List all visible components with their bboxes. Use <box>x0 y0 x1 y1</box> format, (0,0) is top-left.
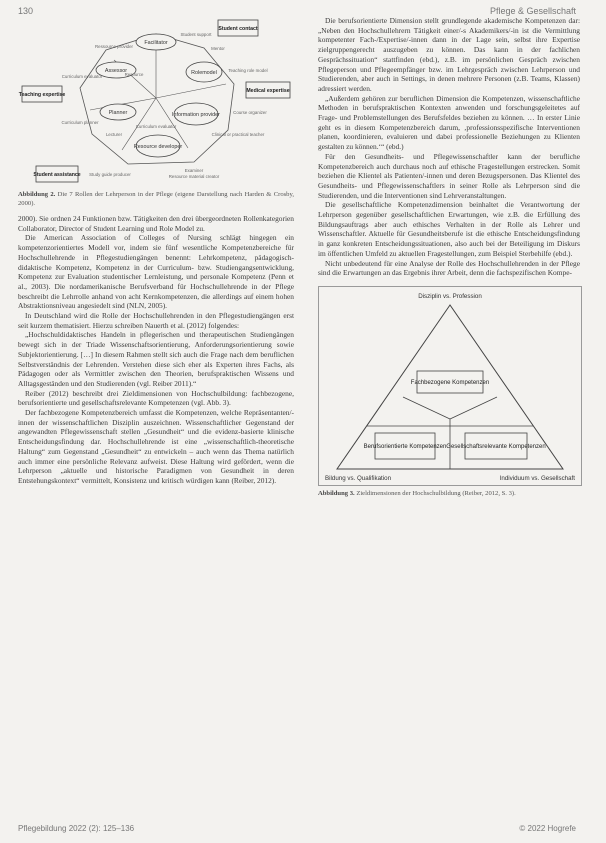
paragraph: Die berufsorientierte Dimension stellt grundlegende akademische Kompetenzen dar: „Neben den Hochschullehrern Tätigkeit einer/-s Akademikers/-in ist die Vermittlung kompetenter Fach-/Expertise/-innen dann in der Lage sein, selbst ihre Expertise zielgruppengerecht auszugeben zu können. Das kann in der fachlichen Gesprächssituation“ stattfinden (ebd.), z.B. im persönlichen Gespräch zwischen Pflegeperson und Pflegeempfänger bzw. im Lehrgespräch zwischen Lehrperson und Studierenden, aber auch in Settings, in denen mehrere Personen (z.B. Teams, Klassen) adressiert werden. <box>318 16 580 93</box>
figure1-caption <box>18 190 294 208</box>
paragraph: 2000). Sie ordnen 24 Funktionen bzw. Tätigkeiten den drei übergeordneten Rollenkategorien Collaborator, Director of Student Learning und Role Model zu. <box>18 214 294 233</box>
footer-journal: Pflegebildung 2022 (2): 125–136 <box>18 824 135 833</box>
figure1-caption-label: Abbildung 2. <box>18 191 56 198</box>
box-berufsorientiert: Berufsorientierte Kompetenzen <box>363 443 447 450</box>
box-gesellschaftsrelevant: Gesellschaftsrelevante Kompetenzen <box>446 443 546 450</box>
box-teaching-expertise: Teaching expertise <box>18 92 66 98</box>
edge-label: Mentor <box>211 46 225 51</box>
footer-copyright: © 2022 Hogrefe <box>519 824 576 833</box>
edge-label: Course organizer <box>233 110 267 115</box>
paragraph: Der fachbezogene Kompetenzbereich umfasst die Kompetenzen, welche Repräsentanten/-innen der wissenschaftlichen Disziplin auszeichnen. Wissenschaftlicher Gegenstand der angewandten Pflegewissenschaft stellen „Gesundheit“ und die evidenz-basierte klinische Entscheidungsfindung dar. Hochschullehrende ist eine „wissenschaftlich-theoretische Haltung“ zum Gegenstand „Gesundheit“ zu entwickeln – auch wenn das Thema natürlich auch immer eine persönliche Relevanz aufweist. Diese Haltung wird gefördert, wenn die Lehrperson „aktuelle und historische Paradigmen von Gesundheit in deren Entstehungskontext“ vermittelt, Konsistenz und kritisch würdigen kann (Reiber, 2012). <box>18 408 294 485</box>
node-planner: Planner <box>108 110 128 116</box>
box-student-contact: Student contact <box>218 26 258 32</box>
edge-label: Clinical or practical teacher <box>211 132 265 137</box>
edge-label: Teaching role model <box>228 68 268 73</box>
figure2-caption-text: Zieldimensionen der Hochschulbildung (Reiber, 2012, S. 3). <box>356 489 516 497</box>
node-information-provider: Information provider <box>172 112 220 118</box>
edge-label: Student support <box>180 32 212 37</box>
box-medical-expertise: Medical expertise <box>246 88 290 94</box>
edge-label: Study guide producer <box>89 172 131 177</box>
node-resource-developer: Resource developer <box>133 144 183 150</box>
quote-paragraph: „Außerdem gehören zur beruflichen Dimension die Kompetenzen, wissenschaftliche Methoden in berufspraktischen Kontexten anwenden und forschungsgeleitetes auf Frage- und Problemstellungen des Berufsfeldes beziehen zu können. … In erster Linie geht es in diesem Kompetenzbereich darum, ‚professionsspezifische Interventionen planen, koordinieren, evaluieren und dabei professionelle Beziehungen zu Klienten gestalten zu können.‘“ (ebd.) <box>318 93 580 152</box>
figure1-caption-text: Die 7 Rollen der Lehrperson in der Pflege (eigene Darstellung nach Harden & Crosby, 2000). <box>18 191 294 207</box>
figure-roles-diagram <box>18 16 294 188</box>
box-fachbezogen: Fachbezogene Kompetenzen <box>410 379 490 386</box>
edge-label: Curriculum evaluator <box>61 74 103 79</box>
edge-label: Examiner <box>184 168 204 173</box>
figure2-caption <box>318 489 580 498</box>
figure-competence-triangle <box>318 286 582 486</box>
axis-bottom-left-label: Bildung vs. Qualifikation <box>325 474 392 482</box>
box-student-assistance: Student assistance <box>33 172 81 178</box>
edge-label: Lecturer <box>105 132 123 137</box>
node-assessor: Assessor <box>104 68 128 74</box>
edge-label: Ressource provider <box>94 44 134 49</box>
running-title: Pflege & Gesellschaft <box>489 6 576 16</box>
paragraph: In Deutschland wird die Rolle der Hochschullehrenden in den Pflegestudiengängen erst seit kurzem thematisiert. Hierzu schreiben Nauerth et al. (2012) folgendes: <box>18 311 294 330</box>
edge-label: Resource <box>124 72 144 77</box>
paragraph: Die gesellschaftliche Kompetenzdimension beinhaltet die Verantwortung der Lehrperson gegenüber gesellschaftlichen Erwartungen, wie z.B. die Erfüllung des Bildungsauftrags aber auch ethisches Verhalten in der Rolle als Lehrer und Wissenschaftler. Aktuelle für Gesundheitsberufe ist die ethische Entscheidungsfindung in ganz konkreten Entscheidungssituationen, also auch bei der Beteiligung im Diskurs im öffentlichen Umfeld zu aktuellen Fragestellungen, zum Beispiel Sterbehilfe (ebd.). <box>318 200 580 258</box>
paragraph: Reiber (2012) beschreibt drei Zieldimensionen von Hochschulbildung: fachbezogene, berufsorientierte und gesellschaftsrelevante Kompetenzen (vgl. Abb. 3). <box>18 388 294 408</box>
figure2-caption-label: Abbildung 3. <box>318 489 355 497</box>
axis-bottom-right-label: Individuum vs. Gesellschaft <box>499 474 575 482</box>
axis-top-label: Disziplin vs. Profession <box>418 292 482 300</box>
node-facilitator: Facilitator <box>144 40 168 46</box>
right-column <box>318 16 580 504</box>
paragraph: Für den Gesundheits- und Pflegewissenschaftler kann der berufliche Kompetenzbereich auch durchaus noch auf ethische Fragestellungen erstrecken. Somit beziehen die Klientel als Patienten/-innen und deren Bezugspersonen. Das Klientel des Gesundheits- und Pflegewissenschaftlers in seiner Rolle als Lehrperson sind die Studierenden, und die Interventionen sind Lehrveranstaltungen. <box>318 151 580 200</box>
left-column <box>18 16 294 486</box>
page-number: 130 <box>18 6 34 16</box>
paragraph: Die American Association of Colleges of Nursing schlägt hingegen ein kompetenzorientiertes Modell vor, indem sie fünf wesentliche Kompetenzbereiche für Hochschullehrende in Pflegestudiengängen benennt: Lehrkompetenz, pädagogisch-didaktische Kompetenz, Kompetenz in der Curriculum- bzw. Studiengangsentwicklung, Kompetenz zur Evaluation studentischer Lernleistung, und personale Kompetenz (Penn et al., 2003). Die nordamerikanische Berufsverband für Hochschullehrende in der Pflege beschreibt die Lehrrolle anhand von acht Kernkompetenzen, die allerdings auf einem hohen Abstraktionsniveau angesiedelt sind (NLN, 2005). <box>18 233 294 311</box>
paragraph: Nicht unbedeutend für eine Analyse der Rolle des Hochschullehrenden in der Pflege sind die Erwartungen an das Ergebnis ihrer Arbeit, denn die fachspezifischen Kompe- <box>318 258 580 278</box>
edge-label: Curriculum evaluator <box>135 124 177 129</box>
edge-label: Curriculum planner <box>61 120 99 125</box>
quote-paragraph: „Hochschuldidaktisches Handeln in pflegerischen und therapeutischen Studiengängen bewegt sich in der Triade Wissenschaftsorientierung, Anforderungsorientierung sowie Subjektorientierung. […] In diesem Rahmen stellt sich auch die Frage nach dem beruflichen Selbstverständnis der Lehrenden. Verstehen diese sich eher als Experten ihres Fachs, als Pädagogen oder als Vermittler zwischen den Theorien, berufspraktischen Wissens und Alltagsgeständen und den Studierenden (vgl. Reiber 2011).“ <box>18 330 294 388</box>
node-rolemodel: Rolemodel <box>191 70 217 76</box>
edge-label: Resource material creator <box>168 174 220 179</box>
